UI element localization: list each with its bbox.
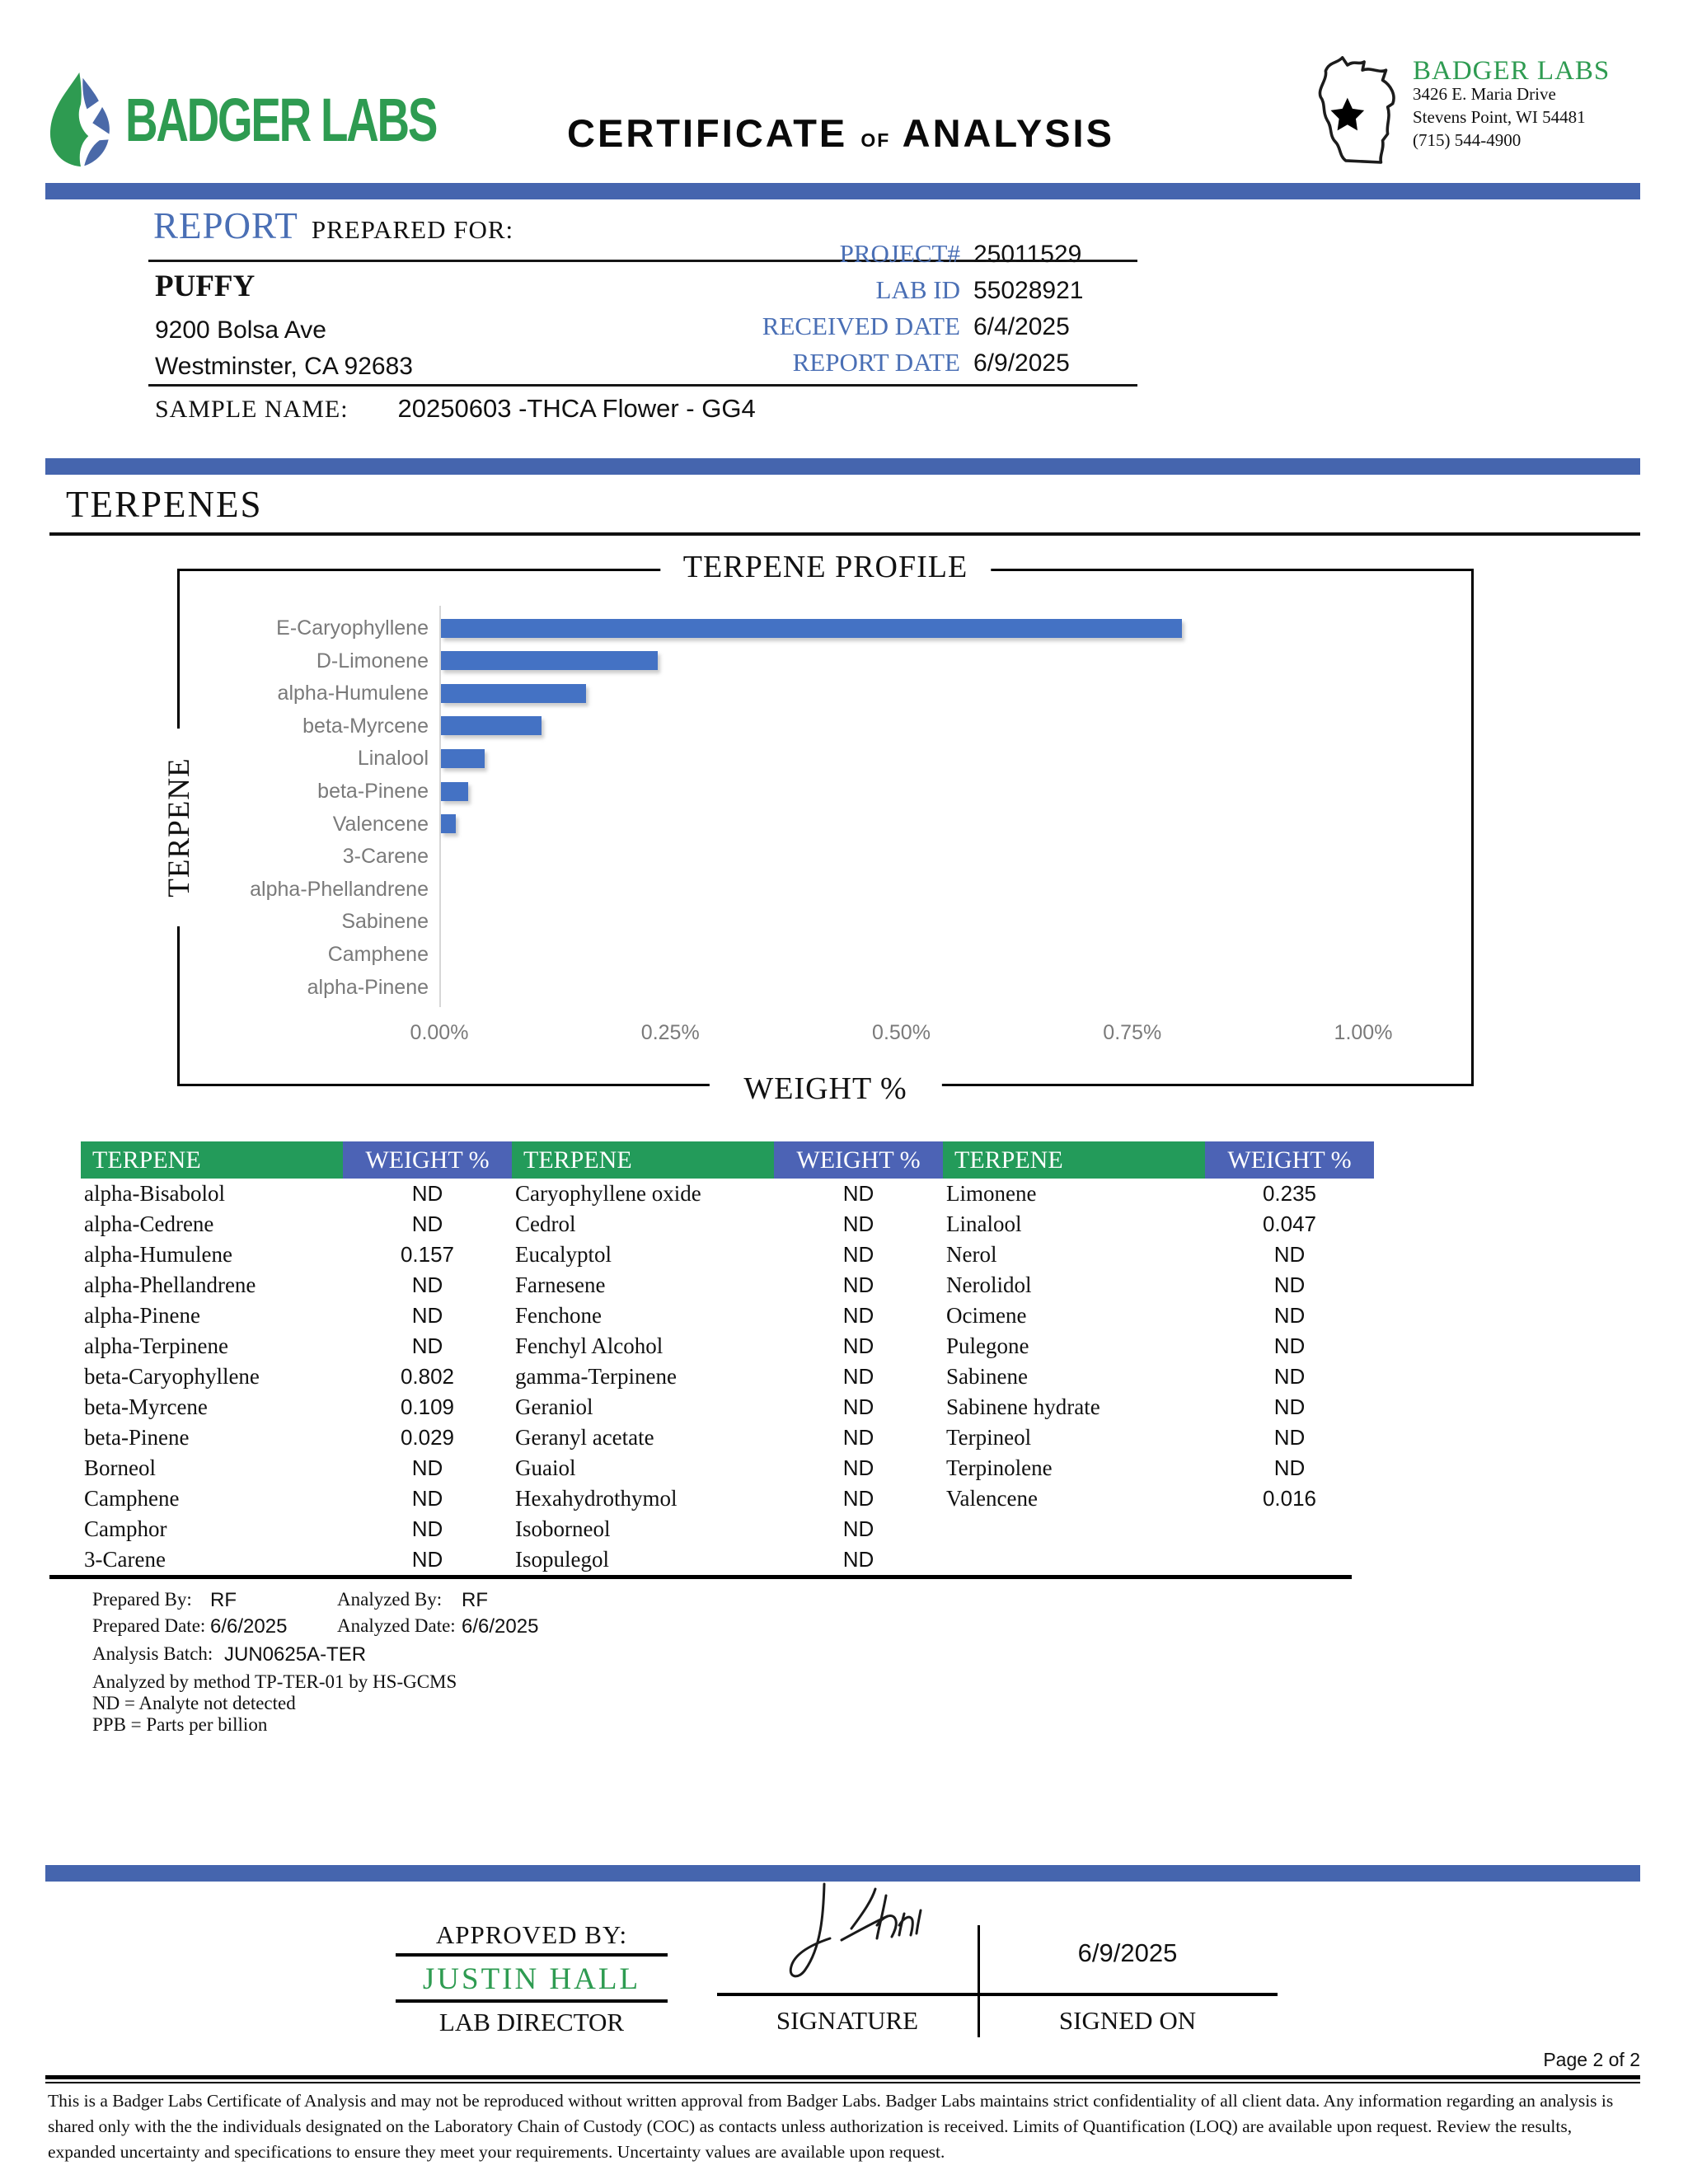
chart-x-axis-label: WEIGHT % xyxy=(709,1071,941,1107)
table-row xyxy=(943,1179,1374,1209)
terpene-value-cell: ND xyxy=(411,1212,443,1236)
table-row xyxy=(943,1483,1374,1514)
nd-note: ND = Analyte not detected xyxy=(92,1693,296,1713)
prepared-by-value: RF xyxy=(210,1589,237,1611)
terpene-name-cell: Isopulegol xyxy=(515,1547,609,1572)
terpene-name-cell: beta-Pinene xyxy=(84,1425,190,1450)
terpene-name-cell: Pulegone xyxy=(946,1333,1029,1358)
chart-category-label: alpha-Pinene xyxy=(307,975,429,999)
chart-plot-area xyxy=(180,571,1471,1084)
terpene-value-cell: ND xyxy=(842,1364,874,1389)
terpene-name-cell: Isoborneol xyxy=(515,1516,611,1541)
table-bottom-rule xyxy=(49,1575,1352,1579)
table-header-weight: WEIGHT % xyxy=(774,1141,943,1179)
method-note: Analyzed by method TP-TER-01 by HS-GCMS xyxy=(92,1671,457,1692)
terpene-name-cell: Fenchone xyxy=(515,1303,602,1328)
terpene-value-cell: ND xyxy=(411,1333,443,1358)
terpene-value-cell: ND xyxy=(1273,1303,1306,1328)
signature-label: SIGNATURE xyxy=(776,2006,919,2035)
chart-category-label: beta-Pinene xyxy=(317,780,429,803)
table-row xyxy=(81,1331,512,1361)
table-row xyxy=(81,1209,512,1240)
table-row xyxy=(81,1483,512,1514)
signature-image xyxy=(746,1877,985,1997)
terpene-name-cell: Camphene xyxy=(84,1486,180,1511)
analyzed-by-value: RF xyxy=(462,1589,488,1611)
chart-y-axis-label: TERPENE xyxy=(160,729,199,926)
terpene-value-cell: ND xyxy=(842,1272,874,1297)
chart-bar xyxy=(441,814,456,833)
sample-rule xyxy=(148,384,1137,387)
prepared-date-value: 6/6/2025 xyxy=(210,1615,288,1638)
table-row xyxy=(943,1453,1374,1483)
terpene-value-cell: ND xyxy=(1273,1455,1306,1480)
chart-bar xyxy=(441,716,542,735)
chart-x-tick: 1.00% xyxy=(1334,1021,1393,1044)
report-meta xyxy=(577,239,1121,384)
terpene-name-cell: Nerolidol xyxy=(946,1272,1032,1297)
title-part-2: ANALYSIS xyxy=(902,111,1114,155)
terpene-value-cell: ND xyxy=(842,1455,874,1480)
terpene-value-cell: ND xyxy=(411,1272,443,1297)
chart-category-label: 3-Carene xyxy=(342,845,429,869)
table-row xyxy=(943,1240,1374,1270)
terpene-name-cell: Terpinolene xyxy=(946,1455,1053,1480)
terpene-name-cell: Hexahydrothymol xyxy=(515,1486,678,1511)
page-number: Page 2 of 2 xyxy=(1543,2049,1640,2070)
section-title-rule xyxy=(49,532,1640,536)
table-row xyxy=(81,1240,512,1270)
table-row xyxy=(81,1453,512,1483)
table-row xyxy=(512,1331,943,1361)
report-heading-rest: PREPARED FOR: xyxy=(311,215,514,244)
terpene-name-cell: beta-Myrcene xyxy=(84,1394,208,1419)
terpene-name-cell: Geraniol xyxy=(515,1394,593,1419)
terpene-name-cell: Sabinene hydrate xyxy=(946,1394,1100,1419)
terpene-name-cell: Sabinene xyxy=(946,1364,1028,1389)
analyzed-date-label: Analyzed Date: xyxy=(337,1615,456,1636)
chart-bar xyxy=(441,619,1182,638)
table-row xyxy=(512,1240,943,1270)
table-row xyxy=(512,1483,943,1514)
table-row xyxy=(943,1361,1374,1392)
terpene-value-cell: ND xyxy=(411,1181,443,1206)
chart-x-tick: 0.00% xyxy=(410,1021,469,1044)
terpene-name-cell: alpha-Phellandrene xyxy=(84,1272,256,1297)
table-row xyxy=(81,1544,512,1575)
report-meta-row xyxy=(577,239,1121,275)
table-row xyxy=(81,1361,512,1392)
terpene-name-cell: alpha-Cedrene xyxy=(84,1212,214,1236)
terpene-name-cell: alpha-Terpinene xyxy=(84,1333,229,1358)
table-header-row xyxy=(943,1141,1374,1179)
footer-disclaimer: This is a Badger Labs Certificate of Analysis and may not be reproduced without written approval from Badger Labs. Badger Labs maintains strict confidentiality of all client data. Any information regarding an analysis is shared only with the the individuals designated on the Laboratory Chain of Custody (COC) as contacts unless authorization is received. Limits of Quantification (LOQ) are available upon request. Review the results, expanded uncertainty and specifications to ensure they meet your requirements. Uncertainty values are available upon request. xyxy=(48,2091,1614,2162)
terpene-name-cell: Farnesene xyxy=(515,1272,606,1297)
chart-bar xyxy=(441,782,468,801)
title-part-1: CERTIFICATE xyxy=(567,111,848,155)
sample-name-row xyxy=(155,394,756,424)
terpene-name-cell: gamma-Terpinene xyxy=(515,1364,678,1389)
table-row xyxy=(512,1422,943,1453)
terpene-value-cell: ND xyxy=(411,1303,443,1328)
chart-x-tick: 0.50% xyxy=(872,1021,931,1044)
terpene-table-group xyxy=(943,1141,1374,1575)
terpene-value-cell: ND xyxy=(842,1303,874,1328)
approver-name: JUSTIN HALL xyxy=(422,1962,641,1996)
terpene-value-cell: 0.016 xyxy=(1262,1486,1317,1511)
terpene-value-cell: ND xyxy=(842,1516,874,1541)
report-heading-accent: REPORT xyxy=(153,205,298,246)
terpene-name-cell: Caryophyllene oxide xyxy=(515,1181,701,1206)
terpene-value-cell: ND xyxy=(1273,1272,1306,1297)
terpene-value-cell: 0.157 xyxy=(400,1242,455,1267)
table-row xyxy=(81,1270,512,1301)
table-row xyxy=(512,1270,943,1301)
table-header-weight: WEIGHT % xyxy=(343,1141,512,1179)
report-heading xyxy=(153,204,513,247)
table-row xyxy=(512,1361,943,1392)
terpene-table-group xyxy=(81,1141,512,1575)
analysis-batch-row xyxy=(92,1643,367,1666)
table-row xyxy=(943,1392,1374,1422)
lab-id-value: 55028921 xyxy=(973,277,1084,304)
terpene-value-cell: ND xyxy=(842,1181,874,1206)
terpene-profile-chart xyxy=(162,550,1474,1106)
table-row xyxy=(81,1179,512,1209)
wisconsin-map-icon xyxy=(1307,49,1408,178)
chart-x-tick: 0.25% xyxy=(640,1021,700,1044)
terpene-value-cell: ND xyxy=(411,1547,443,1572)
footer-rule xyxy=(45,2075,1640,2083)
lab-address-line1: 3426 E. Maria Drive xyxy=(1413,84,1556,104)
analysis-batch-label: Analysis Batch: xyxy=(92,1643,213,1664)
table-header-row xyxy=(81,1141,512,1179)
terpene-name-cell: Nerol xyxy=(946,1242,997,1267)
chart-category-label: E-Caryophyllene xyxy=(276,616,429,640)
terpene-value-cell: 0.047 xyxy=(1262,1212,1317,1236)
terpene-value-cell: ND xyxy=(1273,1333,1306,1358)
terpene-value-cell: ND xyxy=(842,1394,874,1419)
table-row xyxy=(943,1209,1374,1240)
signed-on-label: SIGNED ON xyxy=(1058,2006,1197,2035)
section-title-terpenes: TERPENES xyxy=(66,484,263,525)
report-date-value: 6/9/2025 xyxy=(973,349,1070,377)
leaf-logo-icon xyxy=(46,70,115,169)
terpene-value-cell: ND xyxy=(1273,1364,1306,1389)
prepared-date-row xyxy=(92,1615,539,1638)
report-meta-row xyxy=(577,275,1121,312)
terpene-value-cell: ND xyxy=(1273,1425,1306,1450)
terpene-value-cell: ND xyxy=(842,1547,874,1572)
client-address-line1: 9200 Bolsa Ave xyxy=(155,316,326,344)
table-header-weight: WEIGHT % xyxy=(1205,1141,1374,1179)
terpene-name-cell: Camphor xyxy=(84,1516,167,1541)
table-row xyxy=(512,1301,943,1331)
table-row xyxy=(512,1179,943,1209)
project-number-value: 25011529 xyxy=(973,241,1082,268)
chart-bar xyxy=(441,749,485,768)
terpene-name-cell: Borneol xyxy=(84,1455,156,1480)
signature-rule xyxy=(717,1993,1278,1996)
table-row xyxy=(81,1514,512,1544)
lab-phone: (715) 544-4900 xyxy=(1413,130,1522,150)
ppb-note: PPB = Parts per billion xyxy=(92,1714,268,1735)
table-row xyxy=(943,1270,1374,1301)
terpene-name-cell: Linalool xyxy=(946,1212,1022,1236)
page-title xyxy=(429,110,1253,156)
client-address-line2: Westminster, CA 92683 xyxy=(155,353,413,380)
received-date-label: RECEIVED DATE xyxy=(762,312,960,340)
chart-x-tick: 0.75% xyxy=(1103,1021,1162,1044)
terpene-name-cell: alpha-Humulene xyxy=(84,1242,232,1267)
terpene-value-cell: ND xyxy=(842,1425,874,1450)
table-row xyxy=(81,1422,512,1453)
terpene-name-cell: Limonene xyxy=(946,1181,1037,1206)
table-header-terpene: TERPENE xyxy=(81,1141,343,1179)
terpene-name-cell: alpha-Bisabolol xyxy=(84,1181,225,1206)
blue-divider-top xyxy=(45,183,1640,199)
table-row xyxy=(81,1392,512,1422)
table-row xyxy=(943,1331,1374,1361)
terpene-table-group xyxy=(512,1141,943,1575)
chart-category-label: Sabinene xyxy=(341,910,429,934)
table-row xyxy=(512,1209,943,1240)
terpene-value-cell: 0.109 xyxy=(400,1394,455,1419)
sample-name-label: SAMPLE NAME: xyxy=(155,396,349,423)
chart-category-label: D-Limonene xyxy=(316,649,429,673)
terpene-value-cell: ND xyxy=(842,1212,874,1236)
table-header-row xyxy=(512,1141,943,1179)
terpene-value-cell: ND xyxy=(1273,1394,1306,1419)
terpene-name-cell: Geranyl acetate xyxy=(515,1425,654,1450)
table-row xyxy=(512,1544,943,1575)
terpene-value-cell: ND xyxy=(411,1455,443,1480)
analysis-batch-value: JUN0625A-TER xyxy=(224,1643,367,1666)
terpene-name-cell: Cedrol xyxy=(515,1212,576,1236)
chart-category-label: Valencene xyxy=(332,812,429,836)
chart-category-label: Linalool xyxy=(357,747,429,771)
terpene-name-cell: Guaiol xyxy=(515,1455,576,1480)
chart-category-label: beta-Myrcene xyxy=(302,714,429,738)
terpene-value-cell: 0.235 xyxy=(1262,1181,1317,1206)
title-part-of: of xyxy=(860,122,891,152)
table-row xyxy=(81,1301,512,1331)
prepared-date-label: Prepared Date: xyxy=(92,1615,206,1636)
table-row xyxy=(943,1301,1374,1331)
terpene-name-cell: Terpineol xyxy=(946,1425,1032,1450)
approved-by-rule xyxy=(396,1953,668,1957)
terpene-value-cell: ND xyxy=(411,1486,443,1511)
terpene-name-cell: Valencene xyxy=(946,1486,1038,1511)
blue-divider-middle xyxy=(45,458,1640,475)
client-name: PUFFY xyxy=(155,269,256,303)
analyzed-date-value: 6/6/2025 xyxy=(462,1615,539,1638)
terpene-value-cell: ND xyxy=(1273,1242,1306,1267)
terpene-value-cell: ND xyxy=(842,1333,874,1358)
report-meta-row xyxy=(577,312,1121,348)
lab-id-label: LAB ID xyxy=(875,275,960,304)
table-row xyxy=(512,1514,943,1544)
terpene-name-cell: beta-Caryophyllene xyxy=(84,1364,260,1389)
terpene-value-cell: ND xyxy=(842,1486,874,1511)
logo-wordmark: BADGER LABS xyxy=(125,85,437,154)
terpene-name-cell: Fenchyl Alcohol xyxy=(515,1333,663,1358)
prepared-by-row xyxy=(92,1589,488,1611)
received-date-value: 6/4/2025 xyxy=(973,313,1070,340)
chart-bar xyxy=(441,684,586,703)
terpene-name-cell: Eucalyptol xyxy=(515,1242,612,1267)
table-row xyxy=(512,1392,943,1422)
analyzed-by-label: Analyzed By: xyxy=(337,1589,443,1610)
table-header-terpene: TERPENE xyxy=(512,1141,774,1179)
lab-address-line2: Stevens Point, WI 54481 xyxy=(1413,107,1586,127)
approver-title: LAB DIRECTOR xyxy=(438,2008,625,2036)
chart-bar xyxy=(441,651,658,670)
chart-category-label: Camphene xyxy=(327,943,429,966)
table-row xyxy=(512,1453,943,1483)
terpene-value-cell: 0.802 xyxy=(400,1364,455,1389)
signed-on-date: 6/9/2025 xyxy=(1077,1938,1178,1967)
lab-name: BADGER LABS xyxy=(1413,56,1611,86)
approved-by-label: APPROVED BY: xyxy=(435,1920,628,1949)
report-meta-row xyxy=(577,348,1121,384)
terpene-value-cell: 0.029 xyxy=(400,1425,455,1450)
table-row xyxy=(943,1422,1374,1453)
terpene-name-cell: Ocimene xyxy=(946,1303,1027,1328)
chart-category-label: alpha-Phellandrene xyxy=(250,877,429,901)
lab-address-block xyxy=(1413,56,1611,152)
terpene-name-cell: 3-Carene xyxy=(84,1547,166,1572)
sample-name-value: 20250603 -THCA Flower - GG4 xyxy=(397,394,756,423)
terpene-value-cell: ND xyxy=(411,1516,443,1541)
terpene-value-cell: ND xyxy=(842,1242,874,1267)
table-header-terpene: TERPENE xyxy=(943,1141,1205,1179)
chart-category-label: alpha-Humulene xyxy=(277,682,429,705)
terpene-results-table xyxy=(81,1141,1374,1575)
chart-title: TERPENE PROFILE xyxy=(660,549,991,585)
approver-name-rule xyxy=(396,1999,668,2003)
terpene-name-cell: alpha-Pinene xyxy=(84,1303,200,1328)
report-date-label: REPORT DATE xyxy=(792,348,960,377)
project-number-label: PROJECT# xyxy=(839,239,960,268)
prepared-by-label: Prepared By: xyxy=(92,1589,192,1610)
